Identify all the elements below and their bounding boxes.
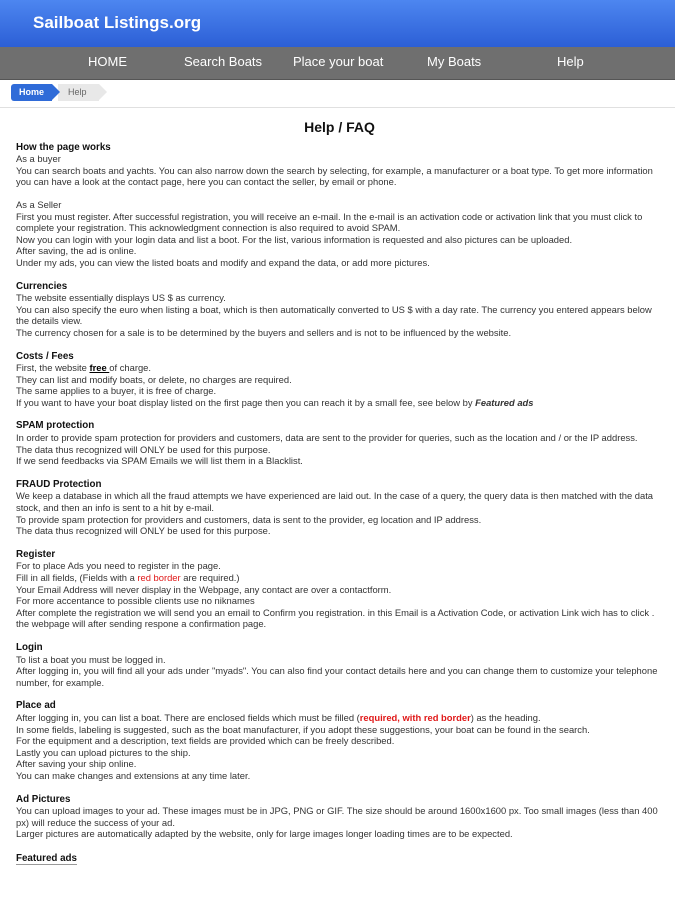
section-place-ad bbox=[16, 700, 663, 781]
section-title: Currencies bbox=[16, 280, 68, 292]
text: Now you can login with your login data and list a boot. For the list, various information is requested and also pictures can be uploaded. bbox=[16, 233, 573, 245]
section-title: SPAM protection bbox=[16, 420, 95, 432]
breadcrumb-current: Help bbox=[58, 84, 99, 101]
text: For more accentance to possible clients use no niknames bbox=[16, 595, 255, 607]
breadcrumb-home[interactable]: Home bbox=[11, 84, 52, 101]
text: Fill in all fields, (Fields with a red border are required.) bbox=[16, 572, 240, 583]
text: After complete the registration we will send you an email to Confirm you registration. in this Email is a Activation Code, or activation Link wich has to click . the webpage will after sending respone a confirmation page. bbox=[16, 606, 655, 630]
section-title: How the page works bbox=[16, 141, 111, 153]
section-title: Login bbox=[16, 641, 43, 653]
section-register bbox=[16, 549, 663, 630]
nav-place-your-boat[interactable]: Place your boat bbox=[293, 54, 384, 69]
nav-home[interactable]: HOME bbox=[88, 54, 127, 69]
section-title: Place ad bbox=[16, 700, 56, 712]
nav-help[interactable]: Help bbox=[557, 54, 584, 69]
text: After logging in, you can list a boat. There are enclosed fields which must be filled (required, with red border) as the heading. bbox=[16, 711, 541, 723]
text: After logging in, you will find all your ads under "myads". You can also find your contact details here and you can change them to customize your telephone number, for example. bbox=[16, 665, 658, 688]
text: We keep a database in which all the fraud attempts we have experienced are laid out. In the case of a query, the query data is then matched with the data stock, and then an info is sent to a hit by e-mail. bbox=[16, 490, 654, 514]
text: The same applies to a buyer, it is free of charge. bbox=[16, 385, 217, 397]
text: Your Email Address will never display in the Webpage, any contact are over a contactform. bbox=[16, 583, 392, 595]
text: If we send feedbacks via SPAM Emails we will list them in a Blacklist. bbox=[16, 455, 303, 467]
section-featured-title: Featured ads bbox=[16, 852, 77, 864]
main-nav bbox=[0, 47, 675, 80]
text: You can search boats and yachts. You can also narrow down the search by selecting, for example, a manufacturer or a boat type. To get more information you can have a look at the contact page, here you can contact the seller, by email or phone. bbox=[16, 164, 653, 188]
text: Under my ads, you can view the listed boats and modify and expand the data, or add more pictures. bbox=[16, 256, 430, 268]
section-title: FRAUD Protection bbox=[16, 478, 102, 490]
text: After saving, the ad is online. bbox=[16, 245, 137, 257]
required-note: required, with red border bbox=[359, 711, 471, 723]
site-logo[interactable]: Sailboat Listings.org bbox=[33, 13, 202, 32]
text: First you must register. After successful registration, you will receive an e-mail. In the e-mail is an activation code or activation link that you must click to complete your registration. This acknowledgment connection is also required to avoid SPAM. bbox=[16, 210, 643, 234]
section-costs bbox=[16, 351, 663, 409]
text: As a buyer bbox=[16, 153, 61, 165]
page-title: Help / FAQ bbox=[304, 119, 375, 135]
text: For to place Ads you need to register in the page. bbox=[16, 560, 221, 572]
text: Lastly you can upload pictures to the ship. bbox=[16, 746, 191, 758]
text: In some fields, labeling is suggested, such as the boat manufacturer, if you adopt these suggestions, your boat can be found in the search. bbox=[16, 723, 590, 735]
text: You can upload images to your ad. These images must be in JPG, PNG or GIF. The size should be around 1600x1600 px. Too small images (less than 400 px) will reduce the success of your ad. bbox=[16, 805, 658, 828]
text: Larger pictures are automatically adapted by the website, only for large images longer loading times are to be expected. bbox=[16, 828, 513, 840]
text: You can make changes and extensions at any time later. bbox=[16, 769, 251, 781]
nav-search-boats[interactable]: Search Boats bbox=[184, 54, 263, 69]
text: The data thus recognized will ONLY be used for this purpose. bbox=[16, 443, 271, 455]
text: The website essentially displays US $ as currency. bbox=[16, 292, 226, 304]
breadcrumb bbox=[0, 80, 675, 108]
text: To provide spam protection for providers and customers, data is sent to the provider, eg location and IP address. bbox=[16, 513, 482, 525]
section-pictures bbox=[16, 794, 663, 840]
section-how bbox=[16, 142, 663, 269]
text: In order to provide spam protection for providers and customers, data are sent to the provider for queries, such as the location and / or the IP address. bbox=[16, 432, 638, 444]
site-header bbox=[0, 0, 675, 47]
text: First, the website free of charge. bbox=[16, 362, 151, 374]
nav-my-boats[interactable]: My Boats bbox=[427, 54, 482, 69]
help-content bbox=[0, 119, 675, 865]
text: As a Seller bbox=[16, 198, 62, 210]
text: For the equipment and a description, text fields are provided which can be freely described. bbox=[16, 735, 395, 747]
section-fraud bbox=[16, 479, 663, 537]
section-spam bbox=[16, 420, 663, 466]
section-title: Register bbox=[16, 548, 56, 560]
text: The data thus recognized will ONLY be used for this purpose. bbox=[16, 525, 271, 537]
section-title: Costs / Fees bbox=[16, 350, 74, 362]
text: If you want to have your boat display listed on the first page then you can reach it by a small fee, see below by Featured ads bbox=[16, 396, 534, 408]
section-title: Ad Pictures bbox=[16, 793, 71, 805]
text: They can list and modify boats, or delete, no charges are required. bbox=[16, 373, 292, 385]
red-border-note: red border bbox=[137, 572, 181, 583]
text: After saving your ship online. bbox=[16, 758, 137, 770]
text: You can also specify the euro when listing a boat, which is then automatically converted to US $ with a day rate. The currency you entered appears below the details view. bbox=[16, 303, 652, 327]
free-emphasis: free bbox=[89, 362, 110, 374]
text: To list a boat you must be logged in. bbox=[16, 653, 166, 665]
section-login bbox=[16, 642, 663, 688]
section-currencies bbox=[16, 281, 663, 339]
featured-ads-link[interactable]: Featured ads bbox=[475, 396, 534, 408]
text: The currency chosen for a sale is to be determined by the buyers and sellers and is not to be influenced by the website. bbox=[16, 326, 512, 338]
